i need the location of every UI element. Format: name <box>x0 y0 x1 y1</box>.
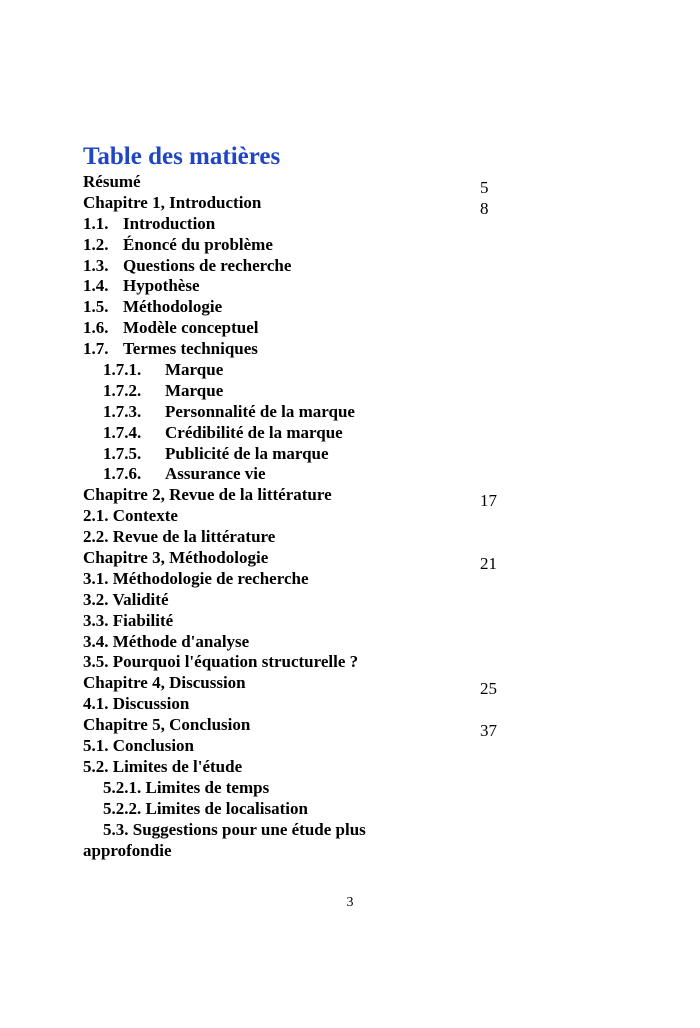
toc-entry-5-2-2[interactable] <box>83 799 683 820</box>
toc-entry-1-4[interactable] <box>83 276 683 297</box>
toc-title: Table des matières <box>83 143 281 170</box>
toc-entry-label: Chapitre 4, Discussion <box>83 673 246 693</box>
toc-entry-number: 1.1. <box>83 213 109 233</box>
toc-entry-label: 5.3. Suggestions pour une étude plus approfondie <box>83 819 366 860</box>
toc-entry-1-6[interactable] <box>83 318 683 339</box>
toc-entry-label: 2.2. Revue de la littérature <box>83 527 276 547</box>
toc-entry-number: 1.2. <box>83 234 109 254</box>
toc-entry-label: 3.5. Pourquoi l'équation structurelle ? <box>83 652 359 672</box>
toc-entry-1-7-3[interactable] <box>83 402 683 423</box>
toc-entry-chapter-4[interactable] <box>83 673 683 699</box>
toc-entry-5-2[interactable] <box>83 757 683 778</box>
toc-entry-1-7-1[interactable] <box>83 360 683 381</box>
toc-entry-3-2[interactable] <box>83 590 683 611</box>
toc-entry-3-4[interactable] <box>83 632 683 653</box>
toc-entry-number: 1.7.5. <box>103 443 142 463</box>
toc-entry-number: 1.6. <box>83 318 109 338</box>
toc-entry-label: 5.1. Conclusion <box>83 736 194 756</box>
toc-entry-label: 4.1. Discussion <box>83 694 190 714</box>
toc-entry-label: Crédibilité de la marque <box>165 422 343 442</box>
toc-entry-1-3[interactable] <box>83 256 683 277</box>
toc-entry-4-1[interactable] <box>83 694 683 715</box>
toc-entry-label: 2.1. Contexte <box>83 506 178 526</box>
toc-entry-1-7-4[interactable] <box>83 423 683 444</box>
toc-entry-resume[interactable] <box>83 172 683 197</box>
toc-entry-page: 21 <box>480 554 497 574</box>
page-number: 3 <box>346 895 354 910</box>
toc-entry-label: Publicité de la marque <box>165 443 329 463</box>
toc-entry-label: Termes techniques <box>123 339 258 359</box>
toc-entry-label: Hypothèse <box>123 276 200 296</box>
toc-entry-label: Méthodologie <box>123 297 223 317</box>
toc-entry-3-5[interactable] <box>83 652 683 673</box>
toc-entry-1-7[interactable] <box>83 339 683 360</box>
toc-entry-1-7-6[interactable] <box>83 464 683 485</box>
toc-entry-page: 17 <box>480 491 497 511</box>
toc-entry-number: 1.4. <box>83 276 109 296</box>
toc-entry-chapter-2[interactable] <box>83 485 683 511</box>
toc-entry-label: Chapitre 5, Conclusion <box>83 715 251 735</box>
toc-entry-5-2-1[interactable] <box>83 778 683 799</box>
toc-entry-chapter-5[interactable] <box>83 715 683 741</box>
toc-entry-label: Chapitre 2, Revue de la littérature <box>83 485 332 505</box>
toc-entry-number: 1.7.4. <box>103 422 142 442</box>
toc-entry-5-1[interactable] <box>83 736 683 757</box>
toc-entry-page: 8 <box>480 198 489 218</box>
toc-entry-label: Marque <box>165 360 224 380</box>
toc-entry-5-3[interactable] <box>83 820 403 862</box>
toc-entry-label: Marque <box>165 380 224 400</box>
toc-entry-label: Personnalité de la marque <box>165 401 355 421</box>
toc-entry-label: 5.2. Limites de l'étude <box>83 756 243 776</box>
toc-entry-label: Modèle conceptuel <box>123 318 259 338</box>
toc-entry-label: 3.2. Validité <box>83 589 169 609</box>
toc-entry-number: 1.5. <box>83 297 109 317</box>
toc-entry-2-2[interactable] <box>83 527 683 548</box>
toc-entry-number: 1.7. <box>83 339 109 359</box>
toc-entry-1-7-2[interactable] <box>83 381 683 402</box>
toc-entry-label: Énoncé du problème <box>123 234 273 254</box>
toc-entry-1-1[interactable] <box>83 214 683 235</box>
toc-entry-1-5[interactable] <box>83 297 683 318</box>
toc-entry-label: Chapitre 1, Introduction <box>83 192 262 212</box>
toc-entry-2-1[interactable] <box>83 506 683 527</box>
toc-entry-number: 1.7.6. <box>103 464 142 484</box>
toc-entry-number: 1.7.3. <box>103 401 142 421</box>
toc-entry-label: 3.3. Fiabilité <box>83 610 174 630</box>
table-of-contents <box>83 172 683 861</box>
toc-entry-number: 1.3. <box>83 255 109 275</box>
toc-entry-page: 5 <box>480 178 489 197</box>
toc-entry-chapter-1[interactable] <box>83 192 683 218</box>
toc-entry-label: Questions de recherche <box>123 255 292 275</box>
toc-entry-label: Introduction <box>123 213 216 233</box>
toc-entry-label: 3.4. Méthode d'analyse <box>83 631 250 651</box>
toc-entry-1-7-5[interactable] <box>83 444 683 465</box>
toc-entry-label: Résumé <box>83 172 141 191</box>
toc-entry-number: 1.7.1. <box>103 360 142 380</box>
toc-entry-1-2[interactable] <box>83 235 683 256</box>
toc-entry-3-3[interactable] <box>83 611 683 632</box>
toc-entry-3-1[interactable] <box>83 569 683 590</box>
toc-entry-label: 3.1. Méthodologie de recherche <box>83 568 309 588</box>
toc-entry-label: 5.2.1. Limites de temps <box>103 777 270 797</box>
toc-entry-number: 1.7.2. <box>103 380 142 400</box>
toc-entry-page: 37 <box>480 721 497 741</box>
toc-entry-chapter-3[interactable] <box>83 548 683 574</box>
toc-entry-label: 5.2.2. Limites de localisation <box>103 798 308 818</box>
toc-entry-label: Assurance vie <box>165 464 266 484</box>
toc-entry-label: Chapitre 3, Méthodologie <box>83 548 269 568</box>
toc-entry-page: 25 <box>480 679 497 699</box>
